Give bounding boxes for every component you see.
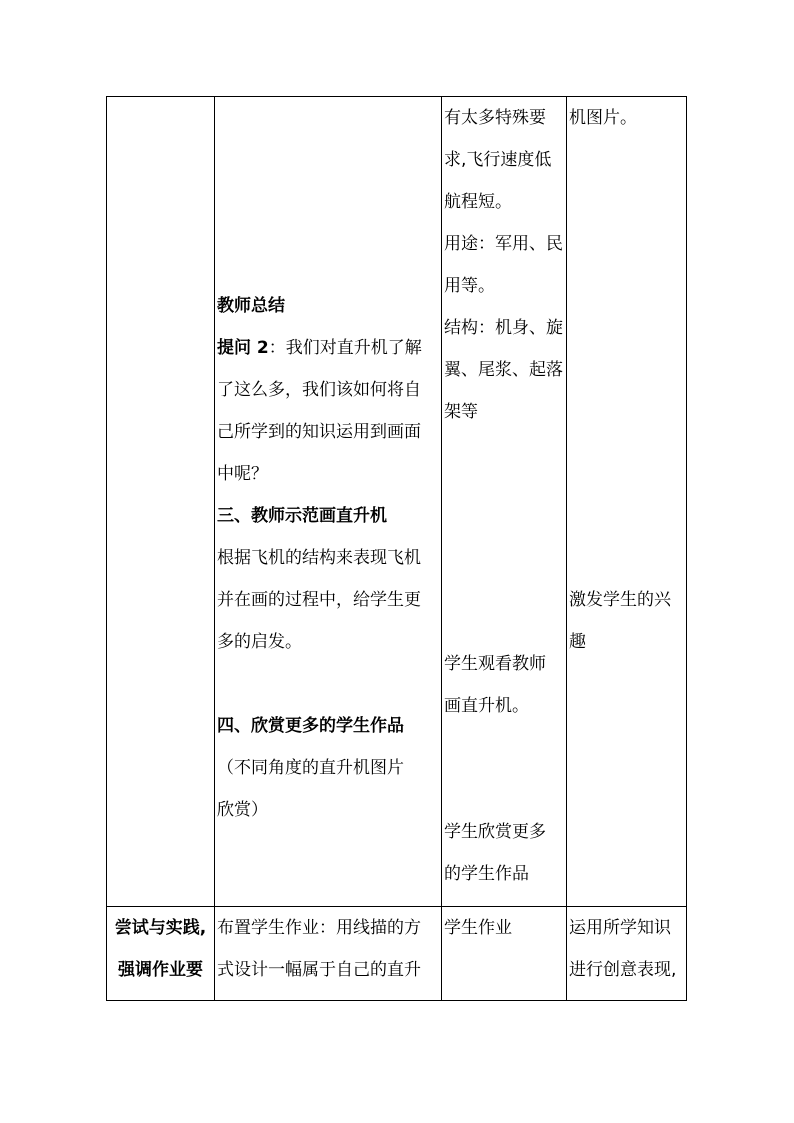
assignment-line: 布置学生作业：用线描的方 xyxy=(217,918,421,938)
section-3-line: 根据飞机的结构来表现飞机 xyxy=(217,548,421,568)
student-text-line: 用途：军用、民 xyxy=(444,234,563,254)
section-4-line: 欣赏） xyxy=(217,800,268,820)
student-text-line: 结构：机身、旋 xyxy=(444,318,563,338)
section-4-heading: 四、欣赏更多的学生作品 xyxy=(217,716,404,736)
student-text-line: 有太多特殊要 xyxy=(444,108,546,128)
stage-label-line: 强调作业要 xyxy=(118,960,203,980)
student-text-line: 架等 xyxy=(444,402,478,422)
student-text-line: 画直升机。 xyxy=(444,696,529,716)
intent-text-line: 进行创意表现, xyxy=(569,960,677,980)
design-intent-cell xyxy=(567,97,687,907)
table-row xyxy=(107,97,687,907)
lesson-plan-table xyxy=(106,96,687,1001)
question-2-line: 我们对直升机了解 xyxy=(285,338,422,358)
student-text-line: 学生作业 xyxy=(444,918,512,938)
student-text-line: 航程短。 xyxy=(444,192,512,212)
section-3-line: 多的启发。 xyxy=(217,632,302,652)
design-intent-cell xyxy=(567,907,687,1001)
student-activity-cell xyxy=(442,97,567,907)
intent-text-line: 激发学生的兴 xyxy=(569,590,671,610)
teacher-activity-cell xyxy=(215,97,442,907)
section-summary: 教师总结 xyxy=(217,296,285,316)
student-text-line: 求,飞行速度低 xyxy=(444,150,552,170)
student-text-line: 的学生作品 xyxy=(444,864,529,884)
stage-cell xyxy=(107,97,215,907)
table-row xyxy=(107,907,687,1001)
section-3-line: 并在画的过程中，给学生更 xyxy=(217,590,421,610)
intent-text-line: 机图片。 xyxy=(569,108,637,128)
stage-label-line: 尝试与实践, xyxy=(114,918,207,938)
student-text-line: 用等。 xyxy=(444,276,495,296)
section-3-heading: 三、教师示范画直升机 xyxy=(217,506,387,526)
student-text-line: 学生观看教师 xyxy=(444,654,546,674)
question-2-label: 提问 2 xyxy=(217,338,269,358)
student-text-line: 学生欣赏更多 xyxy=(444,822,546,842)
question-2-line: 了这么多，我们该如何将自 xyxy=(217,380,421,400)
student-activity-cell xyxy=(442,907,567,1001)
teacher-activity-cell xyxy=(215,907,442,1001)
stage-label-cell xyxy=(107,907,215,1001)
question-2: 提问 2：我们对直升机了解 xyxy=(217,338,422,358)
assignment-line: 式设计一幅属于自己的直升 xyxy=(217,960,421,980)
question-2-line: 中呢？ xyxy=(217,464,268,484)
section-4-line: （不同角度的直升机图片 xyxy=(217,758,404,778)
intent-text-line: 趣 xyxy=(569,632,586,652)
intent-text-line: 运用所学知识 xyxy=(569,918,671,938)
student-text-line: 翼、尾浆、起落 xyxy=(444,360,563,380)
question-2-line: 己所学到的知识运用到画面 xyxy=(217,422,421,442)
